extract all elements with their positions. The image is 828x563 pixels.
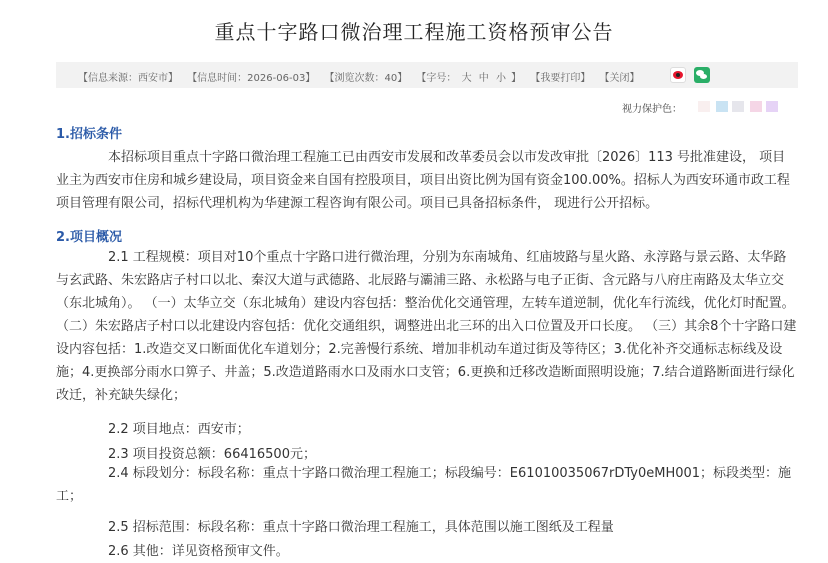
eye-color-swatch-2[interactable] — [716, 101, 728, 112]
eye-color-swatch-1[interactable] — [698, 101, 710, 112]
section-heading-project-overview: 2.项目概况 — [56, 230, 122, 245]
page-title: 重点十字路口微治理工程施工资格预审公告 — [214, 20, 614, 44]
close-link[interactable]: 【关闭】 — [599, 73, 640, 84]
other-info-text: 2.6 其他：详见资格预审文件。 — [108, 544, 289, 559]
font-medium-link[interactable]: 中 — [478, 73, 489, 84]
font-size-end: 】 — [511, 73, 522, 84]
info-time: 【信息时间：2026-06-03】 — [187, 73, 316, 84]
wechat-share-icon[interactable] — [694, 67, 710, 83]
project-scale-text: 2.1 工程规模：项目对10个重点十字路口进行微治理，分别为东南城角、红庙坡路与星火路、永淳路与景云路、太华路与玄武路、朱宏路店子村口以北、秦汉大道与武德路、北辰路与灞浦三路、永松路与电子正街、含元路与八府庄南路及太华立交（东北城角）。 （一）太华立交（东北城角）建设内容包括：整治优化交通管理，左转车道逆制，优化车行流线，优化灯时配置。 （二）朱宏路店子村口以北建设内容包括：优化交通组织，调整进出北三环的出入口位置及开口长度。 （三）其余8个十字路口建设内容包括：1.改造交叉口断面优化车道划分；2.完善慢行系统、增加非机动车道过街及等待区；3.优化补齐交通标志标线及设施；4.更换部分雨水口箅子、井盖；5.改造道路雨水口及雨水口支管；6.更换和迁移改造断面照明设施；7.结合道路断面进行绿化改迁，补充缺失绿化； — [56, 250, 797, 403]
bidding-scope-text: 2.5 招标范围：标段名称：重点十字路口微治理工程施工，具体范围以施工图纸及工程量 — [108, 520, 614, 535]
lot-division-text: 2.4 标段划分：标段名称：重点十字路口微治理工程施工；标段编号：E61010035067rDTy0eMH001；标段类型：施工； — [56, 466, 792, 504]
info-views: 【浏览次数：40】 — [324, 73, 408, 84]
project-location-text: 2.2 项目地点：西安市； — [108, 422, 250, 437]
font-size-control — [416, 73, 524, 84]
eye-color-swatch-3[interactable] — [732, 101, 744, 112]
font-large-link[interactable]: 大 — [461, 73, 472, 84]
bidding-conditions-text: 本招标项目重点十字路口微治理工程施工已由西安市发展和改革委员会以市发改审批〔2026〕113 号批准建设， 项目业主为西安市住房和城乡建设局，项目资金来自国有控股项目，项目出资比例为国有资金100.00%。招标人为西安环通市政工程项目管理有限公司，招标代理机构为华建源工程咨询有限公司。项目已具备招标条件， 现进行公开招标。 — [56, 150, 790, 211]
info-source: 【信息来源：西安市】 — [78, 73, 178, 84]
project-investment-text: 2.3 项目投资总额：66416500元； — [108, 447, 316, 462]
eye-color-swatch-5[interactable] — [766, 101, 778, 112]
print-link[interactable]: 【我要打印】 — [530, 73, 591, 84]
section-heading-bidding-conditions: 1.招标条件 — [56, 127, 122, 142]
weibo-share-icon[interactable] — [670, 67, 686, 83]
eye-protect-label: 视力保护色： — [622, 104, 682, 115]
info-meta — [78, 69, 646, 84]
font-size-label: 【字号： — [416, 73, 457, 84]
info-bar — [56, 62, 798, 88]
eye-color-swatch-4[interactable] — [750, 101, 762, 112]
font-small-link[interactable]: 小 — [495, 73, 506, 84]
